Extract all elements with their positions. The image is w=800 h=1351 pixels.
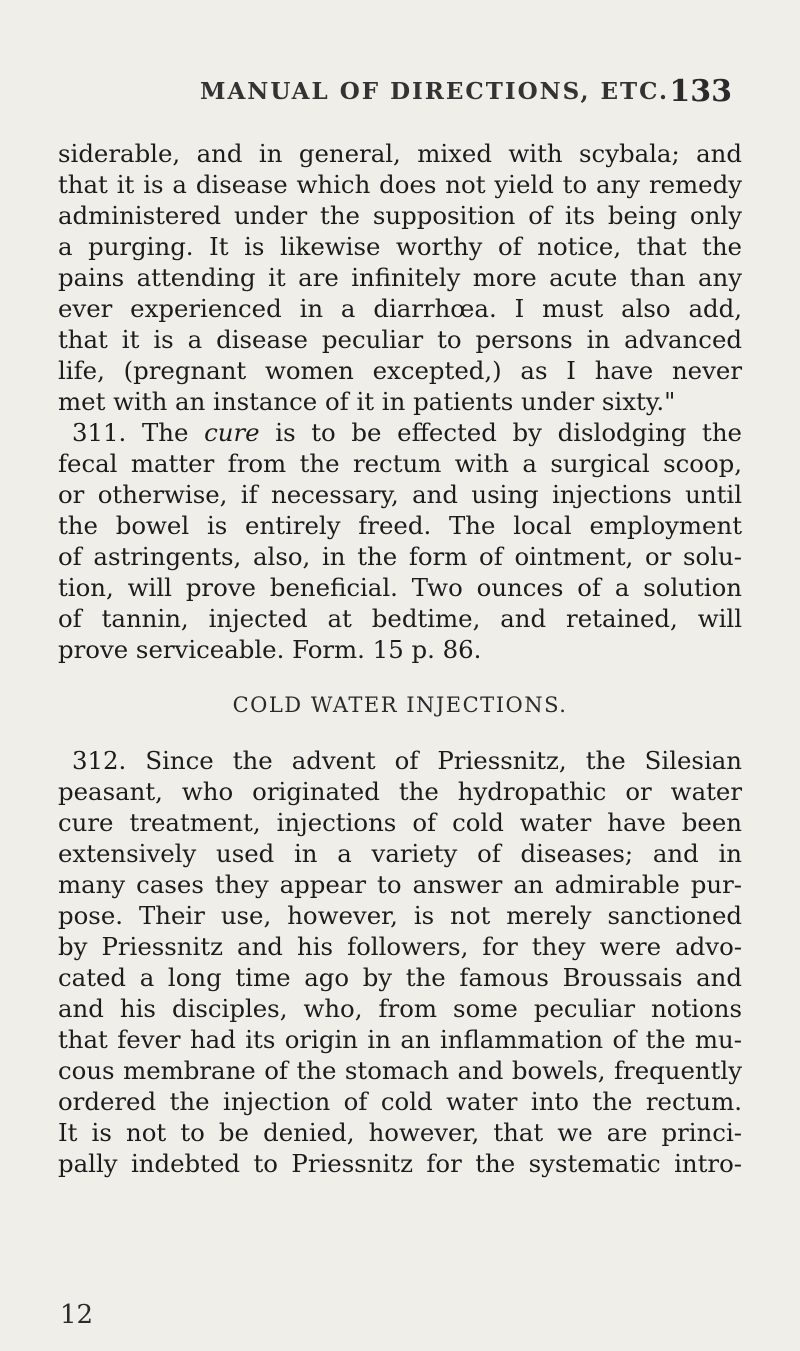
section-heading: COLD WATER INJECTIONS. [232,693,568,717]
text-line: cure treatment, injections of cold water have been [58,808,742,837]
page-header [60,74,740,118]
text-line: that it is a disease peculiar to persons in advanced [58,325,742,354]
text-line: extensively used in a variety of diseases; and in [58,839,742,868]
paragraph-continued [58,138,742,417]
signature-mark: 12 [60,1300,94,1330]
text-line: the bowel is entirely freed. The local employment [58,511,742,540]
text-line: fecal matter from the rectum with a surgical scoop, [58,449,742,478]
text-line: cated a long time ago by the famous Broussais and [58,963,742,992]
text-line: ever experienced in a diarrhœa. I must also add, [58,294,742,323]
text-line: ordered the injection of cold water into the rectum. [58,1087,742,1116]
text-line: or otherwise, if necessary, and using injections until [58,480,742,509]
text-line: life, (pregnant women excepted,) as I have never [58,356,742,385]
text-line: and his disciples, who, from some peculiar notions [58,994,742,1023]
text-line: 312. Since the advent of Priessnitz, the Silesian [72,746,742,775]
text-line: pose. Their use, however, is not merely sanctioned [58,901,742,930]
emphasis-word: cure [204,418,260,447]
text-line: siderable, and in general, mixed with scybala; and [58,139,742,168]
paragraph-311 [58,417,742,665]
text-line: It is not to be denied, however, that we are princi- [58,1118,742,1147]
text-line: a purging. It is likewise worthy of notice, that the [58,232,742,261]
text-line: 311. The cure is to be effected by dislodging the [72,418,742,447]
text-line: pains attending it are infinitely more acute than any [58,263,742,292]
text-line: that it is a disease which does not yield to any remedy [58,170,742,199]
running-head: MANUAL OF DIRECTIONS, ETC. [200,78,670,105]
text-line: prove serviceable. Form. 15 p. 86. [58,635,482,664]
text-line: pally indebted to Priessnitz for the systematic intro- [58,1149,742,1178]
text-line: by Priessnitz and his followers, for they were advo- [58,932,742,961]
paragraph-312 [58,745,742,1179]
text-line: cous membrane of the stomach and bowels, frequently [58,1056,742,1085]
text-line: administered under the supposition of its being only [58,201,742,230]
text-line: tion, will prove beneficial. Two ounces of a solution [58,573,742,602]
body-text [58,138,742,1179]
text-line: peasant, who originated the hydropathic or water [58,777,742,806]
text-line: met with an instance of it in patients under sixty." [58,387,676,416]
text-line: of tannin, injected at bedtime, and retained, will [58,604,742,633]
text-line: that fever had its origin in an inflammation of the mu- [58,1025,742,1054]
paragraph-number: 311. [72,418,127,447]
text-line: many cases they appear to answer an admirable pur- [58,870,742,899]
page-number: 133 [669,74,732,109]
text-line: of astringents, also, in the form of ointment, or solu- [58,542,742,571]
